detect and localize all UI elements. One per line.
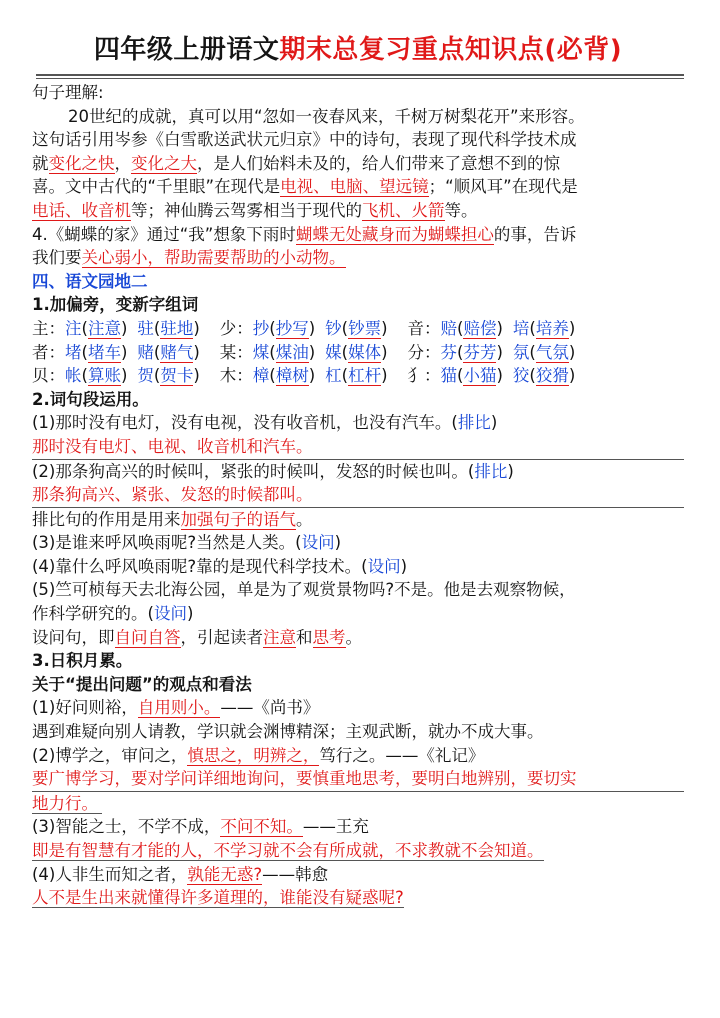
exercise-question: (5)竺可桢每天去北海公园，单是为了观赏景物吗?不是。他是去观察物候， — [32, 580, 576, 600]
exercise-answer: 那条狗高兴、紧张、发怒的时候都叫。 — [32, 483, 684, 508]
radical-label: 犭： — [407, 366, 441, 386]
section-sentence-heading: 句子理解: — [32, 83, 104, 102]
compound-word: 杠杆 — [348, 366, 382, 386]
compound-word: 抄写 — [275, 318, 309, 338]
radical-label: 木： — [219, 366, 253, 386]
compound-word: 狡猾 — [535, 366, 569, 386]
compound-word: 堵车 — [87, 342, 121, 362]
title-black-part: 四年级上册语文 — [93, 35, 280, 65]
new-character: 煤 — [252, 342, 270, 362]
compound-word: 赌气 — [160, 342, 194, 362]
quote-line: (1)好问则裕，自用则小。——《尚书》 — [32, 698, 320, 718]
quote-explanation: 地力行。 — [32, 792, 684, 816]
new-character: 抄 — [252, 318, 270, 338]
quote-explanation: 遇到难疑向别人请教，学识就会渊博精深；主观武断，就办不成大事。 — [32, 722, 544, 742]
new-character: 培 — [512, 318, 530, 338]
compound-word: 小猫 — [463, 366, 497, 386]
exercise-answer: 那时没有电灯、电视、收音机和汽车。 — [32, 435, 684, 460]
new-character: 狡 — [512, 366, 530, 386]
answer-tag: 排比 — [457, 413, 491, 433]
key-phrase: 思考 — [312, 627, 346, 647]
new-character: 注 — [65, 318, 82, 338]
compound-word: 樟树 — [275, 366, 309, 386]
key-phrase: 蝴蝶无处藏身而为蝴蝶担心 — [295, 224, 494, 244]
key-phrase: 注意 — [263, 627, 296, 647]
quote-line: (2)博学之，审问之，慎思之，明辨之，笃行之。——《礼记》 — [32, 745, 485, 765]
answer-tag: 设问 — [301, 533, 335, 553]
key-phrase: 慎思之，明辨之， — [187, 745, 320, 765]
paragraph-line: 我们要关心弱小，帮助需要帮助的小动物。 — [32, 248, 346, 268]
radical-label: 音： — [407, 318, 441, 338]
key-phrase: 加强句子的语气 — [180, 509, 296, 529]
compound-word: 培养 — [535, 318, 569, 338]
subheading: 1.加偏旁，变新字组词 — [32, 295, 199, 315]
key-phrase: 电视、电脑、望远镜 — [280, 177, 429, 197]
quote-explanation: 即是有智慧有才能的人，不学习就不会有所成就，不求教就不会知道。 — [32, 841, 544, 860]
exercise-question: (3)是谁来呼风唤雨呢?当然是人类。(设问) — [32, 533, 342, 553]
quote-line: (3)智能之士，不学不成，不问不知。——王充 — [32, 817, 369, 837]
radical-label: 分： — [407, 342, 441, 362]
compound-word: 煤油 — [275, 342, 309, 362]
radical-label: 主： — [32, 318, 65, 338]
radical-row: 者：堵(堵车) 赌(赌气) 某：煤(煤油) 媒(媒体) 分：芬(芬芳) 氛(气氛) — [32, 342, 576, 362]
paragraph-line: 设问句，即自问自答，引起读者注意和思考。 — [32, 627, 362, 647]
key-phrase: 电话、收音机 — [32, 200, 131, 220]
radical-label: 者： — [32, 342, 65, 362]
paragraph-line: 电话、收音机等；神仙腾云驾雾相当于现代的飞机、火箭等。 — [32, 200, 478, 220]
exercise-question: (4)靠什么呼风唤雨呢?靠的是现代科学技术。(设问) — [32, 556, 408, 576]
radical-row: 贝：帐(算账) 贺(贺卡) 木：樟(樟树) 杠(杠杆) 犭：猫(小猫) 狡(狡猾) — [32, 366, 576, 386]
compound-word: 赔偿 — [463, 318, 497, 338]
key-phrase: 飞机、火箭 — [362, 200, 445, 220]
radical-label: 少： — [219, 318, 253, 338]
new-character: 樟 — [252, 366, 270, 386]
key-phrase: 关心弱小，帮助需要帮助的小动物。 — [81, 248, 346, 268]
compound-word: 注意 — [87, 318, 121, 338]
key-phrase: 自问自答 — [114, 627, 181, 647]
compound-word: 芬芳 — [463, 342, 497, 362]
radical-word-grid — [32, 317, 684, 388]
new-character: 驻 — [137, 318, 154, 338]
key-phrase: 变化之大 — [131, 153, 197, 173]
new-character: 杠 — [325, 366, 342, 386]
radical-label: 贝： — [32, 366, 65, 386]
paragraph-line: 20世纪的成就，真可以用“忽如一夜春风来，千树万树梨花开”来形容。 — [68, 106, 585, 126]
key-phrase: 不问不知。 — [220, 817, 303, 837]
page-title — [32, 30, 684, 70]
exercise-question: (2)那条狗高兴的时候叫，紧张的时候叫，发怒的时候也叫。(排比) — [32, 461, 514, 481]
new-character: 媒 — [325, 342, 342, 362]
radical-label: 某： — [219, 342, 253, 362]
new-character: 钞 — [325, 318, 342, 338]
key-phrase: 自用则小。 — [137, 698, 221, 718]
quote-explanation: 人不是生出来就懂得许多道理的，谁能没有疑惑呢? — [32, 888, 404, 908]
new-character: 猫 — [440, 366, 457, 386]
paragraph-line: 排比句的作用是用来加强句子的语气。 — [32, 509, 313, 529]
key-phrase: 变化之快 — [48, 153, 115, 173]
new-character: 堵 — [65, 342, 82, 362]
subheading: 3.日积月累。 — [32, 651, 133, 671]
answer-tag: 设问 — [367, 556, 401, 576]
title-red-part: 期末总复习重点知识点(必背) — [279, 35, 623, 65]
new-character: 赌 — [137, 342, 154, 362]
compound-word: 算账 — [87, 366, 121, 386]
new-character: 芬 — [440, 342, 457, 362]
new-character: 氛 — [512, 342, 530, 362]
quote-explanation: 要广博学习，要对学问详细地询问，要慎重地思考，要明白地辨别，要切实 — [32, 767, 684, 792]
section-heading-yuwenyuandi: 四、语文园地二 — [32, 271, 148, 291]
paragraph-line: 4.《蝴蝶的家》通过“我”想象下雨时蝴蝶无处藏身而为蝴蝶担心的事，告诉 — [32, 224, 577, 244]
exercise-question: 作科学研究的。(设问) — [32, 604, 194, 624]
paragraph-line: 就变化之快，变化之大，是人们始料未及的，给人们带来了意想不到的惊 — [32, 153, 560, 173]
compound-word: 驻地 — [160, 318, 194, 338]
compound-word: 气氛 — [535, 342, 569, 362]
key-phrase: 孰能无惑? — [187, 864, 263, 884]
paragraph-line: 喜。文中古代的“千里眼”在现代是电视、电脑、望远镜；“顺风耳”在现代是 — [32, 177, 578, 197]
new-character: 贺 — [137, 366, 154, 386]
title-underline — [36, 74, 684, 79]
subheading: 关于“提出问题”的观点和看法 — [32, 674, 252, 694]
answer-tag: 设问 — [153, 604, 187, 624]
compound-word: 贺卡 — [160, 366, 194, 386]
quote-line: (4)人非生而知之者，孰能无惑?——韩愈 — [32, 864, 329, 884]
answer-tag: 排比 — [474, 461, 508, 481]
new-character: 帐 — [65, 366, 82, 386]
exercise-question: (1)那时没有电灯，没有电视，没有收音机，也没有汽车。(排比) — [32, 413, 498, 433]
paragraph-line: 这句话引用岑参《白雪歌送武状元归京》中的诗句，表现了现代科学技术成 — [32, 130, 577, 150]
compound-word: 媒体 — [348, 342, 382, 362]
compound-word: 钞票 — [348, 318, 382, 338]
radical-row: 主：注(注意) 驻(驻地) 少：抄(抄写) 钞(钞票) 音：赔(赔偿) 培(培养) — [32, 318, 576, 338]
new-character: 赔 — [440, 318, 457, 338]
subheading: 2.词句段运用。 — [32, 389, 149, 409]
